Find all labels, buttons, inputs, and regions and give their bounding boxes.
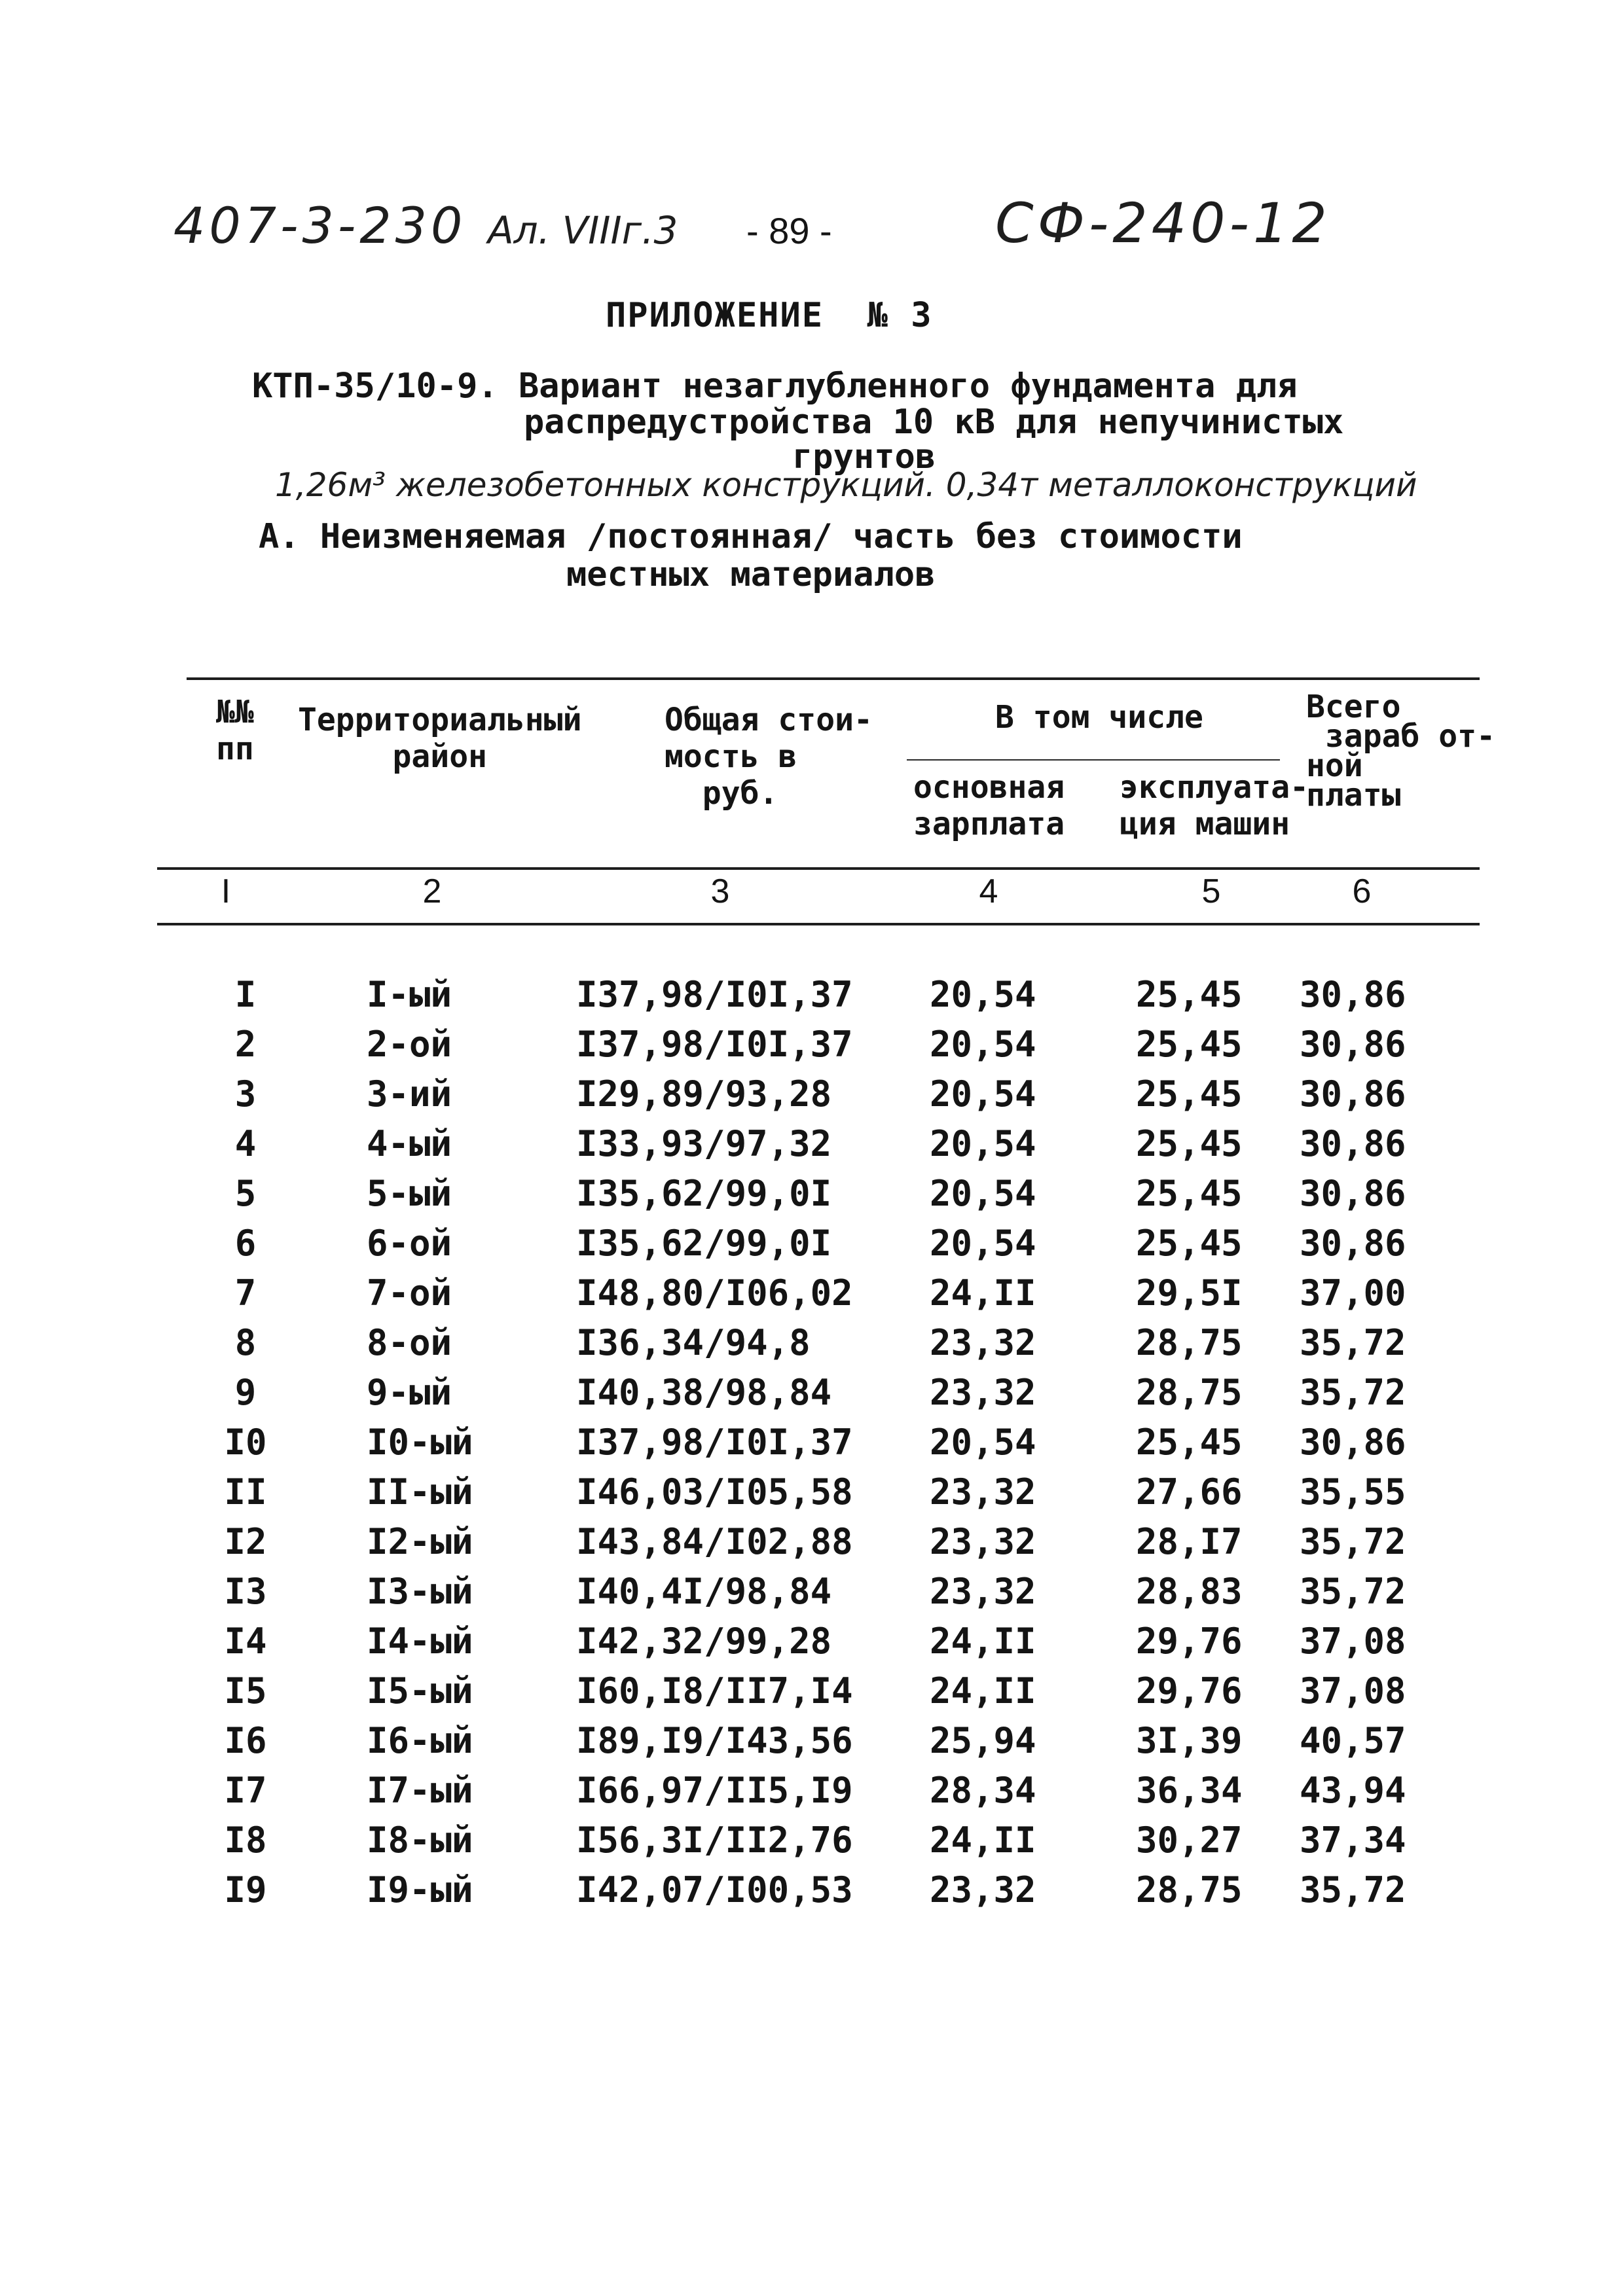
cell-region: 7-ой (367, 1272, 452, 1314)
cell-base-salary: 28,34 (930, 1770, 1036, 1811)
cell-total-cost: I36,34/94,8 (576, 1322, 811, 1363)
cell-base-salary: 20,54 (930, 1173, 1036, 1214)
cell-total-cost: I60,I8/II7,I4 (576, 1670, 853, 1712)
column-number-3: 3 (710, 872, 730, 910)
cell-base-salary: 24,II (930, 1820, 1036, 1861)
cell-region: I4-ый (367, 1621, 473, 1662)
cell-region: I6-ый (367, 1720, 473, 1761)
header-base-salary: основная зарплата (913, 769, 1065, 842)
cell-region: 5-ый (367, 1173, 452, 1214)
cell-total-salary: 35,72 (1300, 1372, 1406, 1413)
cell-total-salary: 30,86 (1300, 1024, 1406, 1065)
cell-total-salary: 37,34 (1300, 1820, 1406, 1861)
cell-base-salary: 20,54 (930, 974, 1036, 1015)
cell-region: I8-ый (367, 1820, 473, 1861)
appendix-title: ПРИЛОЖЕНИЕ № 3 (606, 296, 933, 335)
cell-num: 2 (234, 1024, 257, 1065)
cell-num: 7 (234, 1272, 257, 1314)
cell-region: 4-ый (367, 1123, 452, 1164)
cell-total-salary: 35,72 (1300, 1571, 1406, 1612)
cell-region: 9-ый (367, 1372, 452, 1413)
header-num: №№ пп (216, 694, 254, 767)
cell-machine-operation: 25,45 (1136, 1422, 1243, 1463)
section-heading-line-1: А. Неизменяемая /постоянная/ часть без стоимости (259, 517, 1243, 556)
table-row (0, 1372, 1623, 1422)
cell-base-salary: 23,32 (930, 1521, 1036, 1562)
cell-total-salary: 35,72 (1300, 1869, 1406, 1910)
cell-total-cost: I37,98/I0I,37 (576, 1422, 853, 1463)
cell-num: I (234, 974, 257, 1015)
cell-total-cost: I33,93/97,32 (576, 1123, 832, 1164)
column-number-rule-bottom (157, 923, 1480, 925)
cell-num: I9 (224, 1869, 267, 1910)
cell-machine-operation: 27,66 (1136, 1471, 1243, 1513)
sheet-reference: Ал. VIIIг.3 (488, 208, 678, 253)
cell-machine-operation: 36,34 (1136, 1770, 1243, 1811)
cell-num: 8 (234, 1322, 257, 1363)
cell-num: 3 (234, 1073, 257, 1115)
cell-num: I8 (224, 1820, 267, 1861)
table-row (0, 1521, 1623, 1571)
cell-num: I4 (224, 1621, 267, 1662)
cell-region: 3-ий (367, 1073, 452, 1115)
cell-total-salary: 30,86 (1300, 1223, 1406, 1264)
title-line-1: КТП-35/10-9. Вариант незаглубленного фундамента для (252, 367, 1298, 406)
table-row (0, 1322, 1623, 1372)
cell-num: 5 (234, 1173, 257, 1214)
cell-base-salary: 20,54 (930, 1123, 1036, 1164)
table-row (0, 1223, 1623, 1272)
cell-num: 9 (234, 1372, 257, 1413)
table-row (0, 1272, 1623, 1322)
cell-base-salary: 24,II (930, 1670, 1036, 1712)
cell-total-cost: I43,84/I02,88 (576, 1521, 853, 1562)
cell-total-cost: I29,89/93,28 (576, 1073, 832, 1115)
cell-machine-operation: 28,83 (1136, 1571, 1243, 1612)
cell-base-salary: 20,54 (930, 1223, 1036, 1264)
cell-total-salary: 35,55 (1300, 1471, 1406, 1513)
header-total-salary: Всего зараб от- ной платы (1306, 689, 1495, 814)
table-row (0, 1123, 1623, 1173)
cell-region: I2-ый (367, 1521, 473, 1562)
header-machine-operation: эксплуата- ция машин (1120, 769, 1309, 842)
series-code: СФ-240-12 (995, 191, 1331, 255)
cell-num: I5 (224, 1670, 267, 1712)
table-row (0, 1720, 1623, 1770)
cell-total-cost: I40,4I/98,84 (576, 1571, 832, 1612)
cell-total-salary: 43,94 (1300, 1770, 1406, 1811)
column-number-4: 4 (979, 872, 998, 910)
cell-base-salary: 23,32 (930, 1869, 1036, 1910)
column-number-6: 6 (1352, 872, 1372, 910)
cell-base-salary: 24,II (930, 1621, 1036, 1662)
cell-base-salary: 23,32 (930, 1372, 1036, 1413)
cell-total-cost: I37,98/I0I,37 (576, 974, 853, 1015)
cell-total-cost: I48,80/I06,02 (576, 1272, 853, 1314)
table-row (0, 1173, 1623, 1223)
cell-base-salary: 20,54 (930, 1422, 1036, 1463)
column-number-5: 5 (1201, 872, 1221, 910)
cell-total-cost: I56,3I/II2,76 (576, 1820, 853, 1861)
cell-total-cost: I35,62/99,0I (576, 1223, 832, 1264)
cell-region: I9-ый (367, 1869, 473, 1910)
cell-region: 8-ой (367, 1322, 452, 1363)
cell-machine-operation: 25,45 (1136, 1073, 1243, 1115)
cell-machine-operation: 25,45 (1136, 974, 1243, 1015)
title-line-3: грунтов (792, 437, 936, 476)
cell-total-cost: I46,03/I05,58 (576, 1471, 853, 1513)
cell-num: I2 (224, 1521, 267, 1562)
cell-region: 6-ой (367, 1223, 452, 1264)
cell-num: I7 (224, 1770, 267, 1811)
table-top-rule (187, 677, 1480, 680)
header-region: Территориальный район (298, 702, 582, 775)
cell-num: I3 (224, 1571, 267, 1612)
cell-total-salary: 30,86 (1300, 1123, 1406, 1164)
cell-region: I7-ый (367, 1770, 473, 1811)
table-row (0, 1073, 1623, 1123)
cell-machine-operation: 29,5I (1136, 1272, 1243, 1314)
cell-base-salary: 24,II (930, 1272, 1036, 1314)
handwritten-note: 1,26м³ железобетонных конструкций. 0,34т металлоконструкций (275, 466, 1417, 504)
cell-region: I0-ый (367, 1422, 473, 1463)
cell-total-cost: I89,I9/I43,56 (576, 1720, 853, 1761)
document-code: 407-3-230 (173, 196, 467, 255)
table-row (0, 1571, 1623, 1621)
cell-total-cost: I35,62/99,0I (576, 1173, 832, 1214)
column-number-2: 2 (422, 872, 442, 910)
cell-machine-operation: 30,27 (1136, 1820, 1243, 1861)
cell-total-salary: 37,08 (1300, 1621, 1406, 1662)
cell-base-salary: 20,54 (930, 1024, 1036, 1065)
cell-base-salary: 20,54 (930, 1073, 1036, 1115)
cell-base-salary: 23,32 (930, 1322, 1036, 1363)
cell-total-salary: 30,86 (1300, 1422, 1406, 1463)
cell-machine-operation: 29,76 (1136, 1670, 1243, 1712)
cell-num: 4 (234, 1123, 257, 1164)
cell-num: 6 (234, 1223, 257, 1264)
cell-machine-operation: 28,I7 (1136, 1521, 1243, 1562)
cell-total-salary: 35,72 (1300, 1322, 1406, 1363)
cell-total-salary: 35,72 (1300, 1521, 1406, 1562)
cell-region: I-ый (367, 974, 452, 1015)
column-number-rule-top (157, 867, 1480, 870)
cell-num: I6 (224, 1720, 267, 1761)
cell-total-cost: I37,98/I0I,37 (576, 1024, 853, 1065)
cell-machine-operation: 28,75 (1136, 1869, 1243, 1910)
cell-machine-operation: 25,45 (1136, 1024, 1243, 1065)
table-row (0, 1471, 1623, 1521)
cell-total-salary: 40,57 (1300, 1720, 1406, 1761)
subheader-rule (907, 759, 1280, 761)
cell-total-salary: 30,86 (1300, 1173, 1406, 1214)
cell-base-salary: 23,32 (930, 1571, 1036, 1612)
cell-machine-operation: 28,75 (1136, 1322, 1243, 1363)
cell-base-salary: 23,32 (930, 1471, 1036, 1513)
cell-machine-operation: 25,45 (1136, 1223, 1243, 1264)
cell-num: I0 (224, 1422, 267, 1463)
table-row (0, 1820, 1623, 1869)
cell-base-salary: 25,94 (930, 1720, 1036, 1761)
cell-total-cost: I40,38/98,84 (576, 1372, 832, 1413)
cell-total-cost: I42,07/I00,53 (576, 1869, 853, 1910)
table-row (0, 974, 1623, 1024)
cell-machine-operation: 25,45 (1136, 1123, 1243, 1164)
section-heading-line-2: местных материалов (566, 555, 936, 594)
table-row (0, 1670, 1623, 1720)
cell-num: II (224, 1471, 267, 1513)
title-line-2: распредустройства 10 кВ для непучинистых (524, 403, 1344, 442)
cell-region: 2-ой (367, 1024, 452, 1065)
header-total-cost: Общая стои- мость в руб. (665, 702, 873, 812)
cell-total-cost: I42,32/99,28 (576, 1621, 832, 1662)
table-row (0, 1869, 1623, 1919)
table-row (0, 1024, 1623, 1073)
cell-region: I5-ый (367, 1670, 473, 1712)
cell-machine-operation: 3I,39 (1136, 1720, 1243, 1761)
page-number: - 89 - (746, 210, 832, 251)
cell-total-salary: 37,00 (1300, 1272, 1406, 1314)
cell-machine-operation: 25,45 (1136, 1173, 1243, 1214)
column-number-1: I (221, 872, 231, 910)
header-including: В том числе (995, 699, 1203, 736)
cell-region: I3-ый (367, 1571, 473, 1612)
table-row (0, 1770, 1623, 1820)
cell-region: II-ый (367, 1471, 473, 1513)
cell-machine-operation: 29,76 (1136, 1621, 1243, 1662)
cell-machine-operation: 28,75 (1136, 1372, 1243, 1413)
cell-total-salary: 37,08 (1300, 1670, 1406, 1712)
cell-total-salary: 30,86 (1300, 974, 1406, 1015)
table-row (0, 1621, 1623, 1670)
table-row (0, 1422, 1623, 1471)
cell-total-salary: 30,86 (1300, 1073, 1406, 1115)
cell-total-cost: I66,97/II5,I9 (576, 1770, 853, 1811)
